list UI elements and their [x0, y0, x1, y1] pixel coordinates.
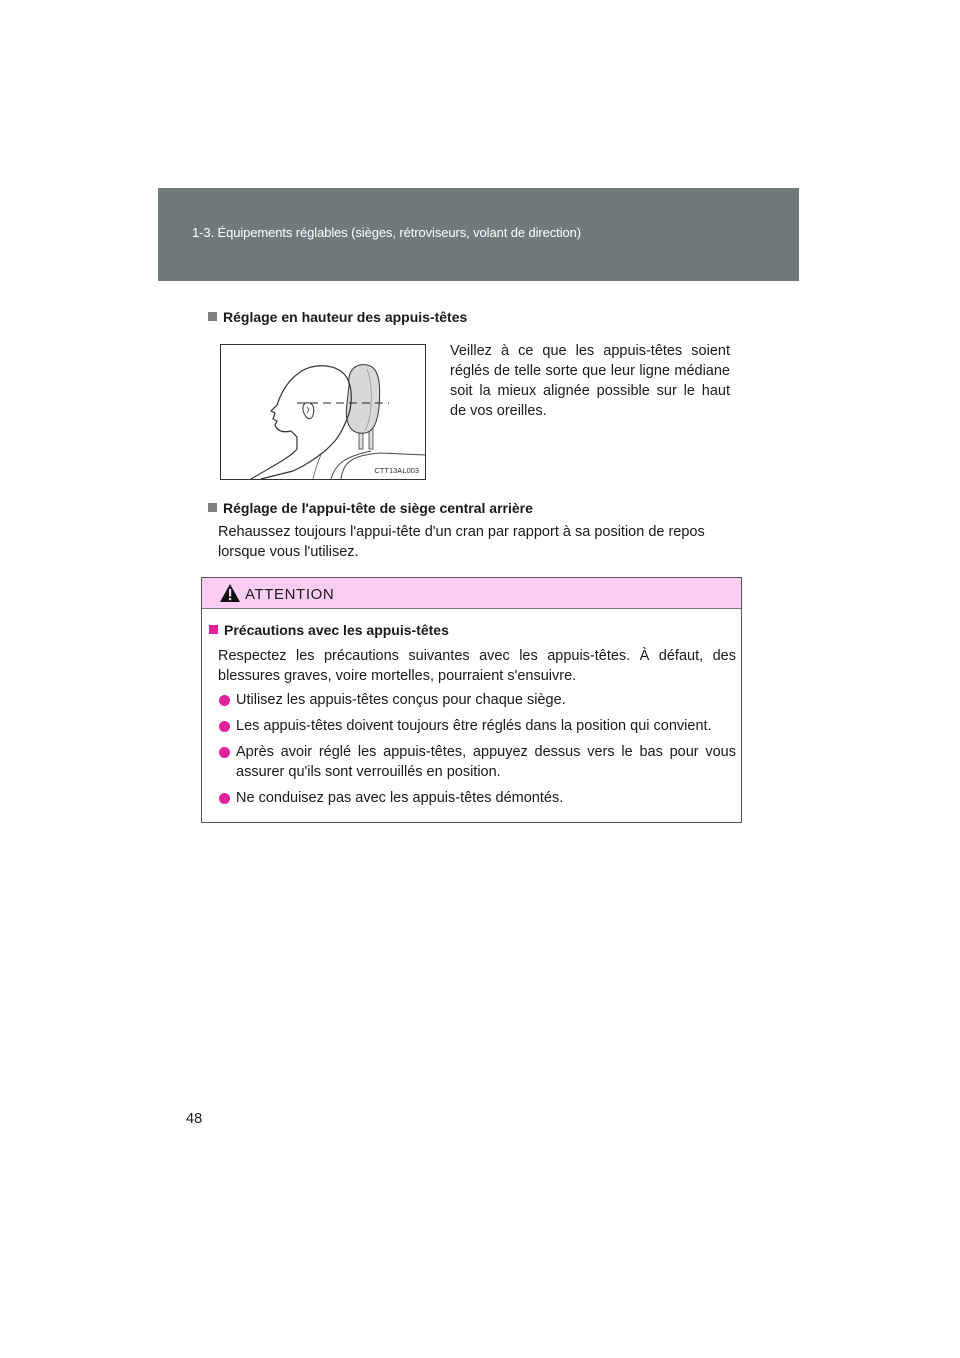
square-bullet-icon — [209, 625, 218, 634]
page-number: 48 — [186, 1111, 203, 1127]
section2-paragraph: Rehaussez toujours l'appui-tête d'un cran par rapport à sa position de repos lorsque vous l'utilisez. — [218, 524, 705, 560]
chapter-header — [158, 188, 799, 281]
bullet-dot-icon — [219, 695, 230, 706]
warning-triangle-icon — [219, 583, 241, 603]
section-heading-text: Réglage de l'appui-tête de siège central arrière — [223, 500, 533, 516]
bullet-dot-icon — [219, 747, 230, 758]
warning-item: Ne conduisez pas avec les appuis-têtes démontés. — [236, 790, 564, 806]
warning-box — [201, 577, 742, 823]
bullet-dot-icon — [219, 793, 230, 804]
warning-item: Les appuis-têtes doivent toujours être réglés dans la position qui convient. — [236, 718, 712, 734]
warning-item: Utilisez les appuis-têtes conçus pour chaque siège. — [236, 692, 566, 708]
warning-intro: Respectez les précautions suivantes avec les appuis-têtes. À défaut, des blessures graves, voire mortelles, pourraient s'ensuivre. — [218, 648, 736, 684]
bullet-dot-icon — [219, 721, 230, 732]
warning-header — [202, 578, 741, 609]
section-heading-rear-center — [208, 500, 533, 516]
section-heading-text: Réglage en hauteur des appuis-têtes — [223, 309, 468, 325]
section-heading-height — [208, 309, 467, 325]
square-bullet-icon — [208, 312, 217, 321]
warning-title: ATTENTION — [245, 586, 335, 603]
illustration-code: CTT13AL003 — [374, 466, 419, 475]
square-bullet-icon — [208, 503, 217, 512]
head-and-headrest-drawing — [221, 345, 425, 479]
warning-item: Après avoir réglé les appuis-têtes, appuyez dessus vers le bas pour vous assurer qu'ils sont verrouillés en position. — [236, 744, 736, 780]
headrest-illustration — [220, 344, 426, 480]
chapter-title: 1-3. Équipements réglables (sièges, rétroviseurs, volant de direction) — [192, 225, 581, 240]
section1-paragraph: Veillez à ce que les appuis-têtes soient réglés de telle sorte que leur ligne médiane soit la mieux alignée possible sur le haut de vos oreilles. — [450, 343, 730, 419]
warning-heading — [209, 622, 449, 638]
warning-heading-text: Précautions avec les appuis-têtes — [224, 622, 449, 638]
